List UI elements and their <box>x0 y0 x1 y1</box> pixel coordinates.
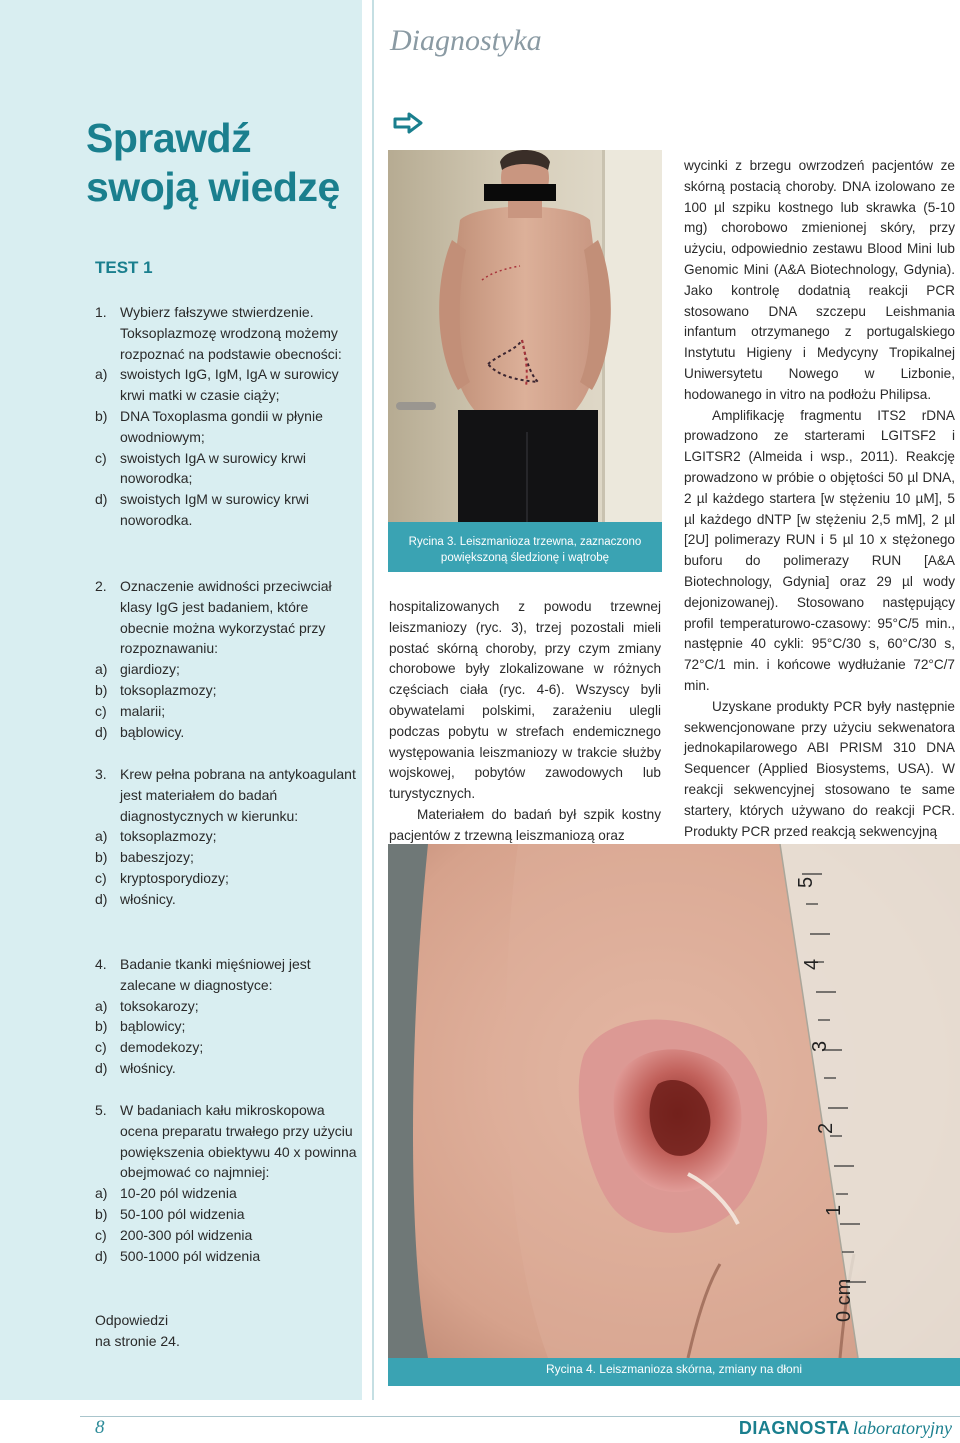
brand-name: DIAGNOSTA <box>738 1418 850 1438</box>
arrow-right-icon <box>393 112 423 134</box>
journal-brand <box>739 1418 952 1439</box>
ruler-label: 1 <box>823 1204 845 1216</box>
ruler-label: 2 <box>815 1122 837 1134</box>
article-paragraph: wycinki z brzegu owrzodzeń pacjentów ze skórną postacią choroby. DNA izolowano ze 100 µl szpiku kostnego lub skrawka (5-10 mg) chorobowo zmienionej skóry, przy użyciu, odpowiednio zestawu Blood Mini lub Genomic Mini (A&A Biotechnology, Gdynia). Jako kontrolę dodatnią reakcji PCR stosowano DNA szczepu Leishmania infantum otrzymanego z portugalskiego Instytutu Higieny i Medycyny Tropikalnej Uniwersytetu Nowego w Lizbonie, hodowanego in vitro na podłożu Philipsa. <box>684 158 955 402</box>
option-text: toksoplazmozy; <box>120 828 217 845</box>
question-text: Krew pełna pobrana na antykoagulant jest materiałem do badań diagnostycznych w kierunku: <box>120 766 356 824</box>
question-number: 1. <box>95 304 107 320</box>
option-text: toksoplazmozy; <box>120 681 217 698</box>
ruler-label: 3 <box>809 1040 831 1052</box>
answer-option <box>95 847 357 868</box>
answer-option <box>95 448 357 490</box>
answer-option <box>95 701 357 722</box>
answer-option <box>95 722 357 743</box>
option-text: 10-20 pól widzenia <box>120 1185 237 1202</box>
answer-option <box>95 1204 357 1225</box>
option-text: malarii; <box>120 702 166 719</box>
quiz-question <box>95 576 357 742</box>
option-letter: d) <box>95 723 108 740</box>
option-letter: b) <box>95 681 108 698</box>
page-number: 8 <box>95 1417 105 1438</box>
article-paragraph: hospitalizowanych z powodu trzewnej leiszmaniozy (ryc. 3), trzej pozostali mieli postać skórną choroby, przy czym zmiany chorobowe były zlokalizowane w różnych częściach ciała (ryc. 4-6). Wszyscy byli obywatelami polskimi, zarażeniu ulegli podczas pobytu w strefach endemicznego występowania leiszmaniozy w trakcie służby wojskowej, pobytów zawodowych lub turystycznych. <box>389 599 661 802</box>
answer-option <box>95 996 357 1017</box>
question-number: 5. <box>95 1102 107 1118</box>
option-letter: d) <box>95 1059 108 1076</box>
option-text: babeszjozy; <box>120 849 194 866</box>
option-letter: b) <box>95 849 108 866</box>
answer-option <box>95 1037 357 1058</box>
figure-4 <box>388 844 960 1386</box>
option-letter: a) <box>95 1185 108 1202</box>
sidebar-divider <box>372 0 374 1400</box>
option-letter: d) <box>95 491 108 508</box>
option-text: DNA Toxoplasma gondii w płynie owodniowym; <box>120 407 323 445</box>
privacy-bar <box>484 184 556 201</box>
quiz-question <box>95 302 357 531</box>
quiz-question <box>95 1100 357 1266</box>
answers-note-line: Odpowiedzi <box>95 1312 169 1328</box>
figure-4-caption: Rycina 4. Leiszmanioza skórna, zmiany na dłoni <box>545 1362 803 1376</box>
answer-option <box>95 826 357 847</box>
option-letter: c) <box>95 449 107 466</box>
ruler-label: 0 cm <box>833 1278 855 1322</box>
option-letter: c) <box>95 702 107 719</box>
quiz-question <box>95 764 357 910</box>
figure-3-caption: Rycina 3. Leiszmanioza trzewna, zaznaczono powiększoną śledzionę i wątrobę <box>408 536 642 564</box>
figure-3 <box>388 150 662 572</box>
brand-subtitle: laboratoryjny <box>853 1418 952 1438</box>
article-paragraph: Amplifikację fragmentu ITS2 rDNA prowadzono ze starterami LGITSF2 i LGITSR2 (Almeida i wsp., 2011). Reakcję prowadzono w próbie o objętości 50 µl DNA, 2 µl każdego startera [w stężeniu 10 µM], 5 µl każdego dNTP [w stężeniu 2,5 mM], 2 µl [2U] polimerazy RUN i 5 µl 10 x stężonego buforu do polimerazy RUN [A&A Biotechnology, Gdynia] oraz 29 µl wody dejonizowanej). Stosowano następujący profil temperaturowo-czasowy: 95°C/5 min., następnie 40 cykli: 95°C/30 s, 60°C/30 s, 72°C/1 min. i końcowe wydłużanie 72°C/7 min. <box>684 407 955 693</box>
answer-option <box>95 1225 357 1246</box>
option-text: 50-100 pól widzenia <box>120 1205 245 1222</box>
question-number: 2. <box>95 578 107 594</box>
option-letter: c) <box>95 1039 107 1056</box>
answer-option <box>95 1246 357 1267</box>
answer-option <box>95 406 357 448</box>
ruler-label: 4 <box>801 958 823 970</box>
option-text: swoistych IgA w surowicy krwi noworodka; <box>120 449 306 487</box>
option-text: demodekozy; <box>120 1039 204 1056</box>
section-header: Diagnostyka <box>390 24 542 57</box>
quiz-title-line: Sprawdź <box>86 115 252 161</box>
option-letter: b) <box>95 1018 108 1035</box>
answer-option <box>95 364 357 406</box>
question-text: Oznaczenie awidności przeciwciał klasy IgG jest badaniem, które obecnie można wykorzystać przy rozpoznawaniu: <box>120 578 332 657</box>
answer-option <box>95 1016 357 1037</box>
article-column-middle <box>389 597 661 847</box>
option-letter: b) <box>95 1205 108 1222</box>
option-text: toksokarozy; <box>120 997 199 1014</box>
question-text: Wybierz fałszywe stwierdzenie. Toksoplazmozę wrodzoną możemy rozpoznać na podstawie obecności: <box>120 304 342 362</box>
question-number: 4. <box>95 956 107 972</box>
option-letter: d) <box>95 1247 108 1264</box>
question-text: W badaniach kału mikroskopowa ocena preparatu trwałego przy użyciu powiększenia obiektywu 40 x powinna obejmować co najmniej: <box>120 1102 357 1181</box>
footer-divider <box>80 1416 960 1417</box>
option-letter: a) <box>95 828 108 845</box>
answers-note <box>95 1310 180 1352</box>
answer-option <box>95 868 357 889</box>
answer-option <box>95 659 357 680</box>
option-letter: a) <box>95 661 108 678</box>
article-column-right <box>684 156 955 842</box>
answers-note-line: na stronie 24. <box>95 1332 180 1349</box>
option-text: giardiozy; <box>120 661 180 678</box>
quiz-question <box>95 954 357 1079</box>
answer-option <box>95 680 357 701</box>
hand-lesion-photo <box>388 844 960 1358</box>
option-text: włośnicy. <box>120 1059 176 1076</box>
answer-option <box>95 1058 357 1079</box>
option-letter: c) <box>95 869 107 886</box>
quiz-title <box>86 114 356 212</box>
answer-option <box>95 489 357 531</box>
test-label: TEST 1 <box>95 258 153 277</box>
option-letter: d) <box>95 890 108 907</box>
option-text: kryptosporydiozy; <box>120 869 229 886</box>
option-letter: a) <box>95 366 108 383</box>
article-paragraph: Uzyskane produkty PCR były następnie sekwencjonowane przy użyciu sekwenatora jednokapilarowego ABI PRISM 310 DNA Sequencer (Applied Biosystems, USA). W reakcji sekwencyjnej stosowano te same startery, których używano do reakcji PCR. Produkty PCR przed reakcją sekwencyjną <box>684 698 955 839</box>
quiz-title-line: swoją wiedzę <box>86 164 340 210</box>
answer-option <box>95 1183 357 1204</box>
question-text: Badanie tkanki mięśniowej jest zalecane w diagnostyce: <box>120 956 311 993</box>
article-paragraph: Materiałem do badań był szpik kostny pacjentów z trzewną leiszmaniozą oraz <box>389 806 661 843</box>
answer-option <box>95 889 357 910</box>
option-text: 500-1000 pól widzenia <box>120 1247 261 1264</box>
question-number: 3. <box>95 766 107 782</box>
option-text: 200-300 pól widzenia <box>120 1226 253 1243</box>
ruler-label: 5 <box>795 876 817 888</box>
option-letter: b) <box>95 407 108 424</box>
option-text: bąblowicy. <box>120 723 185 740</box>
option-letter: a) <box>95 997 108 1014</box>
patient-photo <box>388 150 662 522</box>
option-letter: c) <box>95 1226 107 1243</box>
option-text: bąblowicy; <box>120 1018 186 1035</box>
option-text: swoistych IgM w surowicy krwi noworodka. <box>120 491 310 528</box>
option-text: włośnicy. <box>120 890 176 907</box>
option-text: swoistych IgG, IgM, IgA w surowicy krwi matki w czasie ciąży; <box>120 366 339 404</box>
